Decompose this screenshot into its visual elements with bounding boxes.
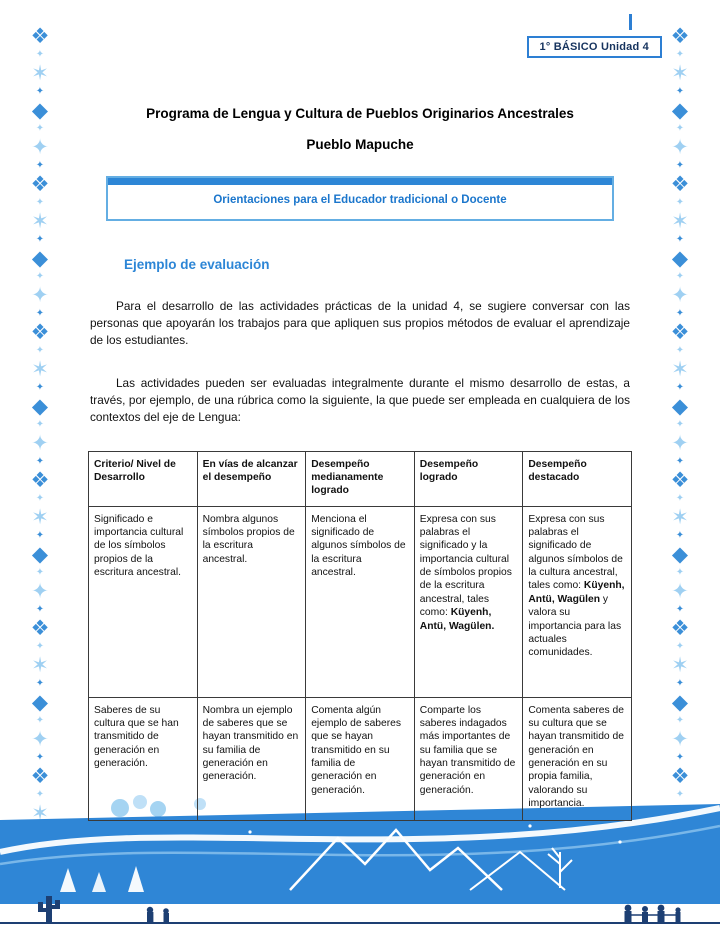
border-separator-icon: ✦ — [675, 419, 685, 430]
border-motif-icon: ❖ — [30, 321, 50, 344]
border-separator-icon: ✦ — [675, 234, 685, 245]
border-separator-icon: ✦ — [35, 604, 45, 615]
program-title: Programa de Lengua y Cultura de Pueblos Originarios Ancestrales — [146, 106, 574, 121]
border-motif-icon: ✶ — [31, 62, 49, 85]
border-motif-icon: ◆ — [671, 395, 689, 418]
rubric-row — [89, 697, 632, 820]
border-separator-icon: ✦ — [675, 271, 685, 282]
border-separator-icon: ✦ — [675, 456, 685, 467]
border-motif-icon: ✶ — [671, 506, 689, 529]
rubric-cell: Comenta saberes de su cultura que se hayan transmitido de generación en generación en su propia familia, valorando su importancia. — [523, 697, 632, 820]
border-separator-icon: ✦ — [35, 382, 45, 393]
border-motif-icon: ❖ — [30, 617, 50, 640]
border-motif-icon: ✶ — [31, 802, 49, 825]
rubric-row — [89, 506, 632, 697]
border-motif-icon: ❖ — [30, 469, 50, 492]
rubric-cell: Significado e importancia cultural de los símbolos propios de la escritura ancestral. — [89, 506, 198, 697]
border-separator-icon: ✦ — [35, 345, 45, 356]
border-separator-icon: ✦ — [675, 382, 685, 393]
border-separator-icon: ✦ — [35, 641, 45, 652]
border-separator-icon: ✦ — [35, 86, 45, 97]
border-separator-icon: ✦ — [35, 197, 45, 208]
border-separator-icon: ✦ — [675, 123, 685, 134]
border-motif-icon: ◆ — [31, 247, 49, 270]
border-motif-icon: ✦ — [31, 728, 49, 751]
border-motif-icon: ❖ — [670, 173, 690, 196]
border-motif-icon: ◆ — [671, 99, 689, 122]
border-motif-icon: ❖ — [30, 26, 50, 48]
border-separator-icon: ✦ — [675, 530, 685, 541]
border-separator-icon: ✦ — [675, 493, 685, 504]
border-motif-icon: ✦ — [671, 432, 689, 455]
border-separator-icon: ✦ — [35, 678, 45, 689]
border-separator-icon: ✦ — [35, 752, 45, 763]
border-separator-icon: ✦ — [675, 604, 685, 615]
rubric-header-cell: Criterio/ Nivel de Desarrollo — [89, 451, 198, 506]
banner-label: Orientaciones para el Educador tradicional o Docente — [213, 194, 507, 206]
border-separator-icon: ✦ — [675, 197, 685, 208]
border-separator-icon: ✦ — [35, 49, 45, 60]
border-separator-icon: ✦ — [35, 234, 45, 245]
top-edge-mark — [629, 14, 632, 30]
border-motif-icon: ✦ — [671, 284, 689, 307]
border-motif-icon: ◆ — [31, 99, 49, 122]
border-motif-icon: ❖ — [30, 765, 50, 788]
rubric-cell: Comenta algún ejemplo de saberes que se hayan transmitido en su familia de generación en generación. — [306, 697, 415, 820]
border-motif-icon: ❖ — [30, 173, 50, 196]
orientation-banner — [106, 176, 614, 221]
border-motif-icon: ❖ — [670, 765, 690, 788]
border-separator-icon: ✦ — [35, 419, 45, 430]
border-motif-icon: ❖ — [670, 321, 690, 344]
paragraph-2: Las actividades pueden ser evaluadas integralmente durante el mismo desarrollo de estas, a través, por ejemplo, de una rúbrica como la siguiente, la que puede ser empleada en cualquiera de los contextos del eje de Lengua: — [90, 376, 630, 425]
border-motif-icon: ❖ — [670, 26, 690, 48]
border-motif-icon: ✦ — [31, 432, 49, 455]
border-motif-icon: ✶ — [671, 210, 689, 233]
border-separator-icon: ✦ — [35, 271, 45, 282]
border-motif-icon: ✶ — [31, 358, 49, 381]
border-separator-icon: ✦ — [35, 456, 45, 467]
border-motif-icon: ✶ — [31, 506, 49, 529]
border-separator-icon: ✦ — [675, 641, 685, 652]
border-separator-icon: ✦ — [675, 345, 685, 356]
border-separator-icon: ✦ — [675, 789, 685, 800]
rubric-cell: Nombra algunos símbolos propios de la escritura ancestral. — [197, 506, 306, 697]
border-motif-icon: ◆ — [31, 691, 49, 714]
border-separator-icon: ✦ — [35, 308, 45, 319]
border-separator-icon: ✦ — [35, 123, 45, 134]
rubric-cell: Menciona el significado de algunos símbolos de la escritura ancestral. — [306, 506, 415, 697]
border-motif-icon: ✶ — [671, 358, 689, 381]
rubric-cell: Saberes de su cultura que se han transmitido de generación en generación. — [89, 697, 198, 820]
border-motif-icon: ✦ — [671, 728, 689, 751]
border-motif-icon: ✶ — [671, 654, 689, 677]
border-motif-icon: ◆ — [31, 543, 49, 566]
unit-badge: 1° BÁSICO Unidad 4 — [527, 36, 662, 58]
banner-top-bar — [108, 178, 612, 185]
border-separator-icon: ✦ — [35, 160, 45, 171]
border-motif-icon: ✦ — [31, 136, 49, 159]
border-separator-icon: ✦ — [675, 752, 685, 763]
border-motif-icon: ◆ — [671, 691, 689, 714]
rubric-header-cell: Desempeño medianamente logrado — [306, 451, 415, 506]
rubric-header-row — [89, 451, 632, 506]
rubric-cell: Expresa con sus palabras el significado de algunos símbolos de la cultura ancestral, tales como: Küyenh, Antü, Wagülen y valora su importancia para las actuales comunidades. — [523, 506, 632, 697]
border-separator-icon: ✦ — [35, 567, 45, 578]
rubric-header-cell: En vías de alcanzar el desempeño — [197, 451, 306, 506]
border-separator-icon: ✦ — [675, 678, 685, 689]
border-separator-icon: ✦ — [675, 160, 685, 171]
border-separator-icon: ✦ — [35, 789, 45, 800]
border-motif-icon: ✦ — [671, 580, 689, 603]
border-separator-icon: ✦ — [35, 493, 45, 504]
border-separator-icon: ✦ — [35, 530, 45, 541]
rubric-header-cell: Desempeño destacado — [523, 451, 632, 506]
border-motif-icon: ✶ — [671, 62, 689, 85]
border-separator-icon: ✦ — [35, 715, 45, 726]
border-motif-icon: ✶ — [31, 654, 49, 677]
border-motif-icon: ✶ — [31, 210, 49, 233]
rubric-cell: Comparte los saberes indagados más importantes de su familia que se hayan transmitido de generación en generación. — [414, 697, 523, 820]
rubric-cell: Expresa con sus palabras el significado y la importancia cultural de símbolos propios de la escritura ancestral, tales como: Küyenh, Antü, Wagülen. — [414, 506, 523, 697]
border-separator-icon: ✦ — [675, 567, 685, 578]
rubric-cell: Nombra un ejemplo de saberes que se hayan transmitido en su familia de generación en generación. — [197, 697, 306, 820]
border-motif-icon: ❖ — [670, 617, 690, 640]
border-separator-icon: ✦ — [675, 308, 685, 319]
rubric-header-cell: Desempeño logrado — [414, 451, 523, 506]
border-separator-icon: ✦ — [675, 49, 685, 60]
border-motif-icon: ✦ — [671, 136, 689, 159]
border-motif-icon: ✦ — [31, 580, 49, 603]
section-heading: Ejemplo de evaluación — [124, 257, 270, 272]
page-content — [88, 0, 632, 821]
border-motif-icon: ◆ — [671, 543, 689, 566]
paragraph-1: Para el desarrollo de las actividades prácticas de la unidad 4, se sugiere conversar con las personas que apoyarán los trabajos para que apliquen sus propios métodos de evaluar el aprendizaje de los estudiantes. — [90, 299, 630, 348]
border-motif-icon: ◆ — [671, 247, 689, 270]
border-motif-icon: ✦ — [31, 284, 49, 307]
rubric-table — [88, 451, 632, 821]
border-motif-icon: ◆ — [31, 395, 49, 418]
border-separator-icon: ✦ — [675, 715, 685, 726]
border-separator-icon: ✦ — [675, 86, 685, 97]
border-motif-icon: ❖ — [670, 469, 690, 492]
program-subtitle: Pueblo Mapuche — [306, 137, 414, 152]
